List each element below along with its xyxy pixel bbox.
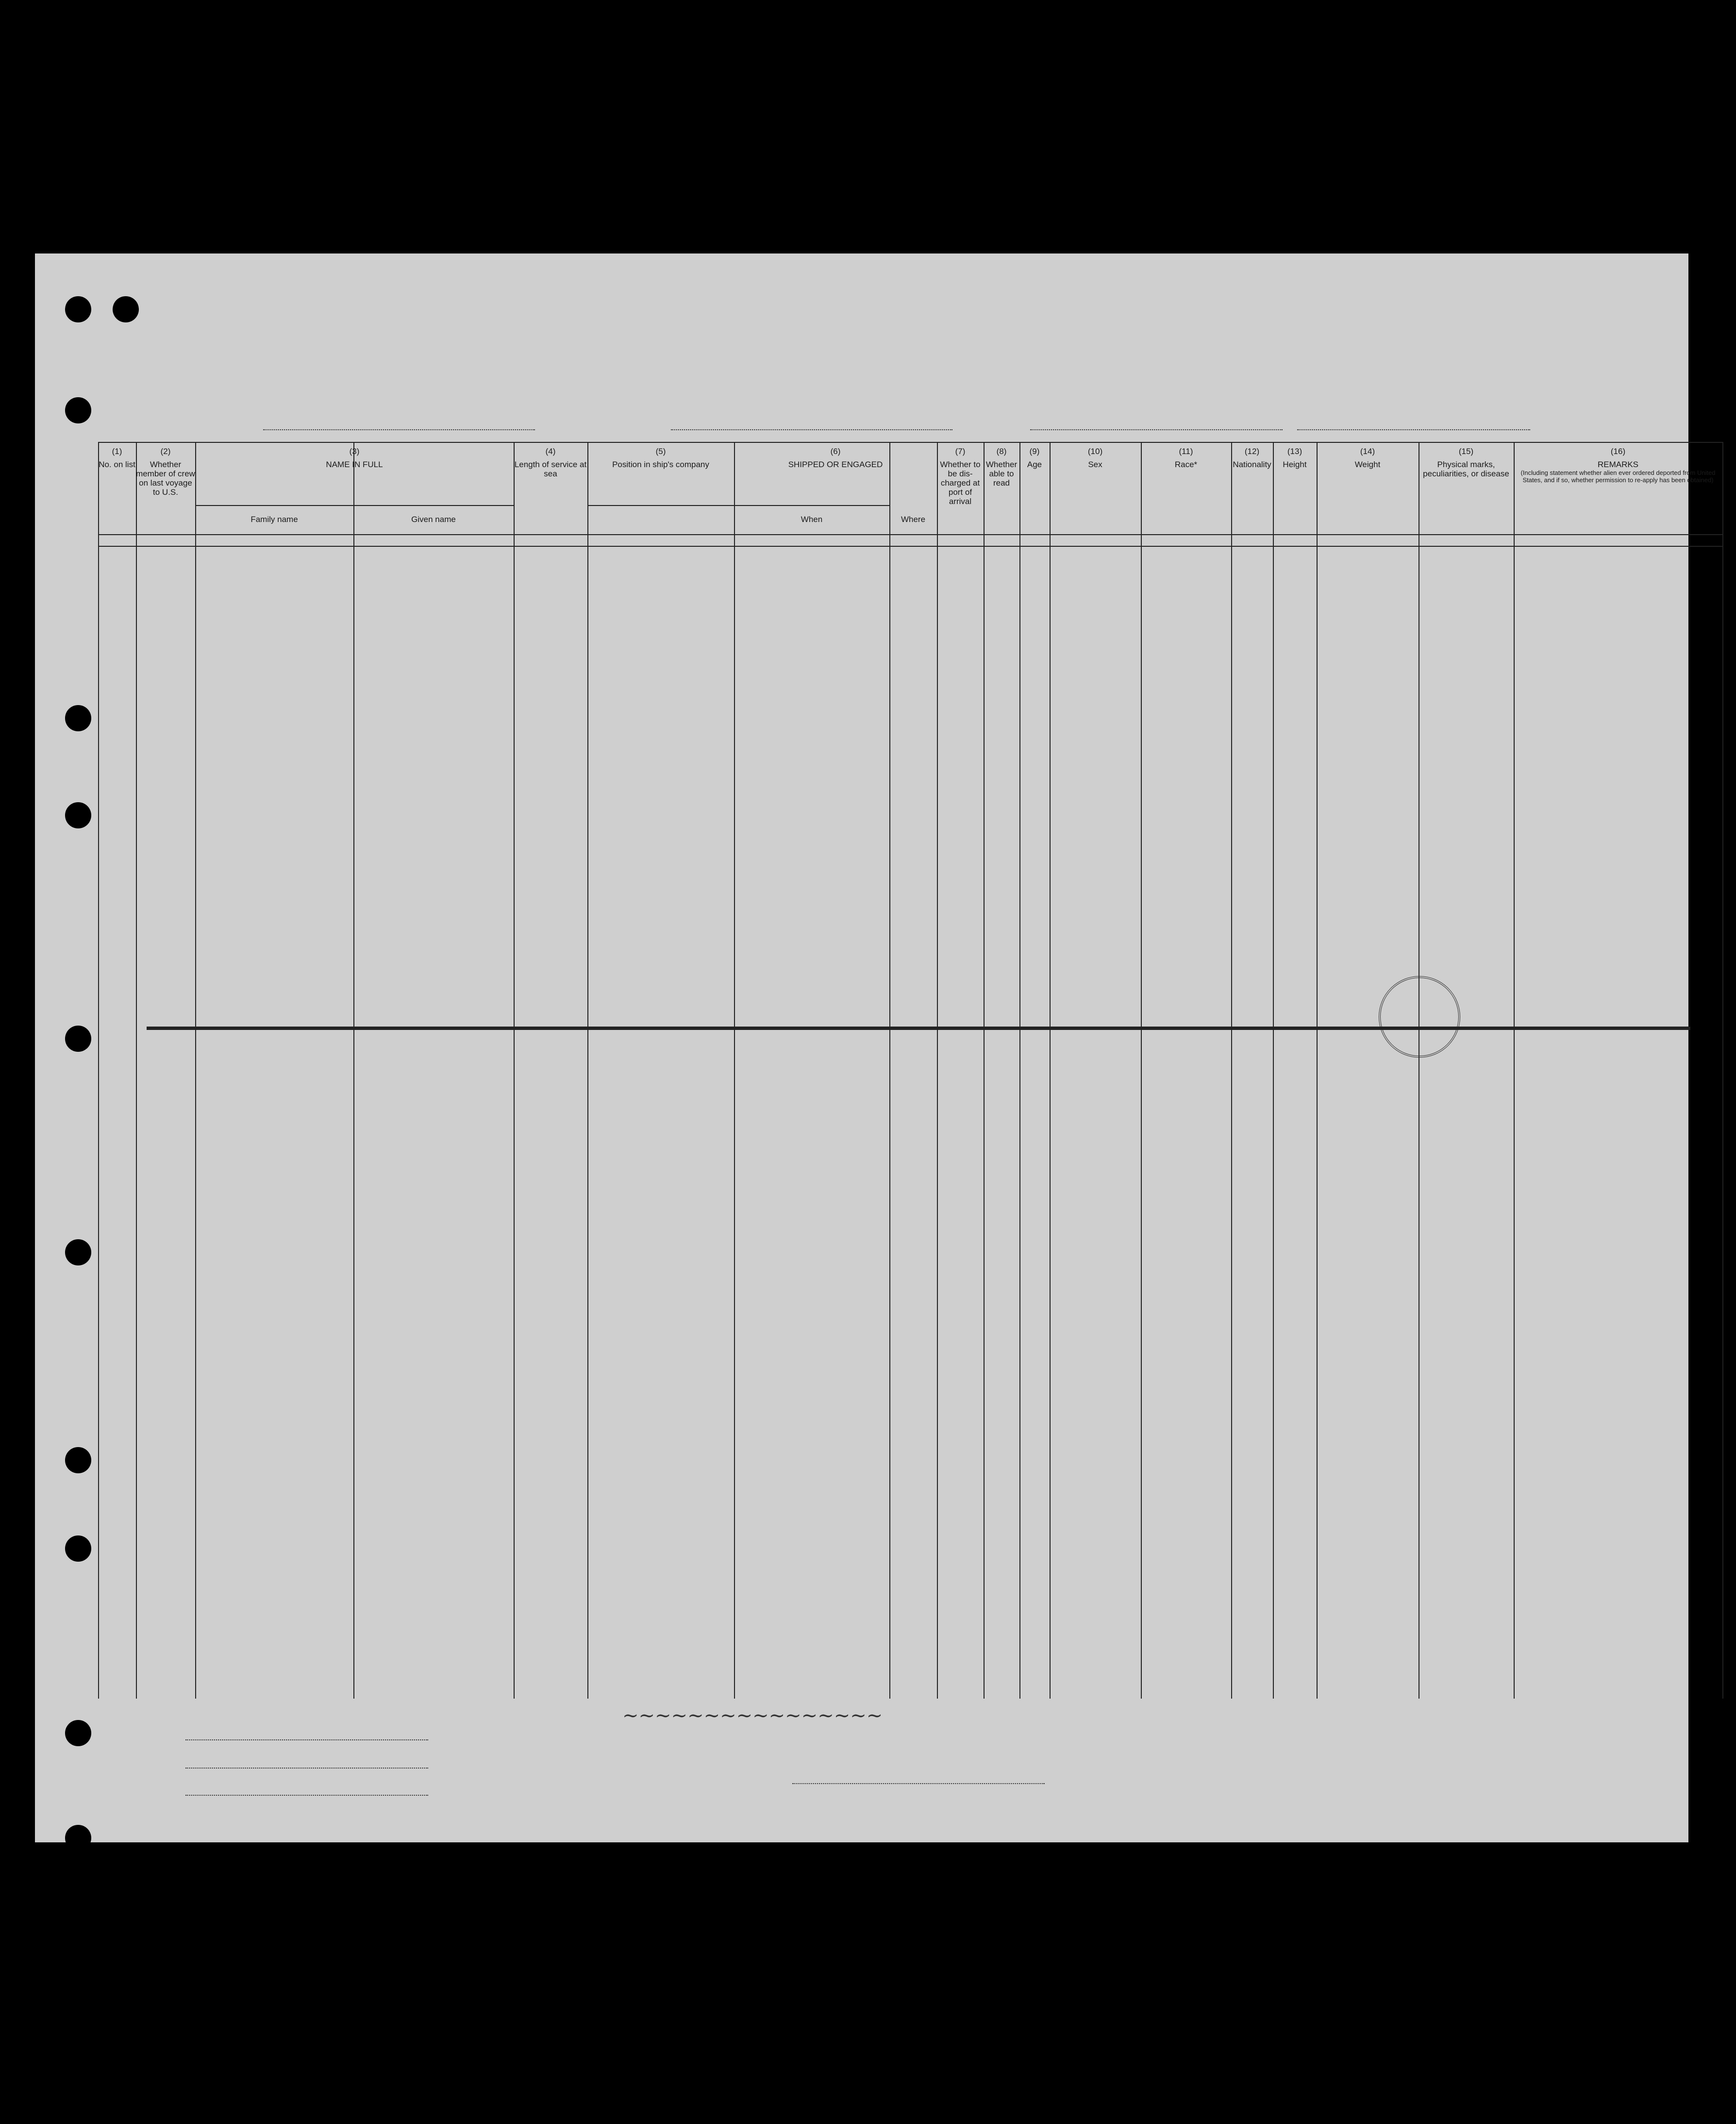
column-number: (2)	[160, 447, 171, 456]
column-label: Position in ship's company	[612, 460, 709, 469]
column-label: Nationality	[1233, 460, 1271, 469]
punch-hole	[65, 1535, 91, 1562]
column-header	[1514, 447, 1722, 484]
column-number: (8)	[996, 447, 1007, 456]
column-label: SHIPPED OR ENGAGED	[788, 460, 883, 469]
column-header	[1419, 447, 1514, 478]
column-subheader: Given name	[411, 515, 456, 524]
column-header	[1273, 447, 1317, 469]
table-rule	[98, 534, 1722, 535]
column-divider	[1050, 442, 1051, 1699]
punch-hole	[65, 802, 91, 828]
column-header	[514, 447, 587, 478]
punch-hole	[65, 1825, 91, 1851]
column-label: Physical marks, peculiarities, or disease	[1423, 460, 1509, 478]
punch-hole	[65, 1239, 91, 1265]
column-number: (14)	[1360, 447, 1375, 456]
column-label: Weight	[1354, 460, 1381, 469]
column-divider	[1141, 442, 1142, 1699]
column-divider	[136, 442, 137, 1699]
column-header	[136, 447, 195, 497]
column-header	[984, 447, 1019, 488]
column-number: (6)	[830, 447, 841, 456]
inspector-signature: ~~~~~~~~~~~~~~~~	[622, 1704, 883, 1727]
column-number: (12)	[1244, 447, 1260, 456]
column-subheader: When	[801, 515, 823, 524]
row-13-strike	[147, 1027, 1690, 1030]
column-header	[1141, 447, 1231, 469]
crew-table	[98, 442, 1722, 1947]
manifest-sheet	[35, 253, 1716, 1842]
inspection-seal	[1379, 976, 1460, 1058]
column-number: (3)	[349, 447, 360, 456]
column-label: Height	[1283, 460, 1307, 469]
column-header	[98, 447, 136, 469]
column-subheader: Family name	[250, 515, 298, 524]
punch-hole	[65, 1447, 91, 1473]
column-header	[587, 447, 734, 469]
column-header	[1050, 447, 1141, 469]
column-divider	[353, 442, 354, 1699]
column-divider	[1514, 442, 1515, 1699]
column-divider	[1019, 442, 1020, 1699]
column-header	[937, 447, 984, 506]
column-divider	[98, 442, 99, 1699]
column-number: (1)	[112, 447, 122, 456]
column-number: (11)	[1179, 447, 1193, 456]
column-divider	[1317, 442, 1318, 1699]
column-subheader: Where	[901, 515, 926, 524]
column-number: (10)	[1087, 447, 1103, 456]
column-label: Whether to be dis-charged at port of arrival	[940, 460, 981, 506]
column-number: (7)	[955, 447, 966, 456]
table-rule	[98, 546, 1722, 547]
column-divider	[937, 442, 938, 1699]
column-divider	[734, 442, 735, 1699]
subheader-rule	[195, 505, 514, 506]
column-header	[1019, 447, 1050, 469]
column-number: (13)	[1287, 447, 1302, 456]
column-label: Sex	[1088, 460, 1102, 469]
punch-hole	[65, 1720, 91, 1746]
column-divider	[1231, 442, 1232, 1699]
column-sub-text: (Including statement whether alien ever ordered deported from United States, and if so, whether permission to re-apply has been obtained)	[1520, 469, 1716, 484]
column-header	[1231, 447, 1273, 469]
column-divider	[195, 442, 196, 1699]
column-divider	[514, 442, 515, 1699]
column-divider	[1722, 442, 1723, 1699]
column-divider	[587, 442, 588, 1699]
column-label: NAME IN FULL	[326, 460, 383, 469]
column-number: (5)	[655, 447, 666, 456]
column-header	[734, 447, 937, 469]
column-divider	[1273, 442, 1274, 1699]
column-label: REMARKS	[1597, 460, 1639, 469]
column-divider	[984, 442, 985, 1699]
column-label: Length of service at sea	[514, 460, 587, 478]
column-header	[195, 447, 514, 469]
punch-hole	[65, 296, 91, 322]
table-rule	[98, 442, 1722, 443]
column-divider	[889, 442, 890, 1699]
column-label: Whether able to read	[985, 460, 1018, 488]
column-label: Race*	[1174, 460, 1198, 469]
punch-hole	[113, 296, 139, 322]
column-label: Age	[1027, 460, 1042, 469]
column-header	[1317, 447, 1419, 469]
column-label: No. on list	[99, 460, 135, 469]
column-number: (16)	[1610, 447, 1626, 456]
voyage-line	[35, 408, 1688, 437]
column-number: (15)	[1458, 447, 1474, 456]
punch-hole	[65, 1026, 91, 1052]
column-number: (4)	[545, 447, 556, 456]
column-label: Whether member of crew on last voyage to U.S.	[136, 460, 195, 497]
column-number: (9)	[1029, 447, 1040, 456]
subheader-rule	[587, 505, 889, 506]
punch-hole	[65, 705, 91, 731]
